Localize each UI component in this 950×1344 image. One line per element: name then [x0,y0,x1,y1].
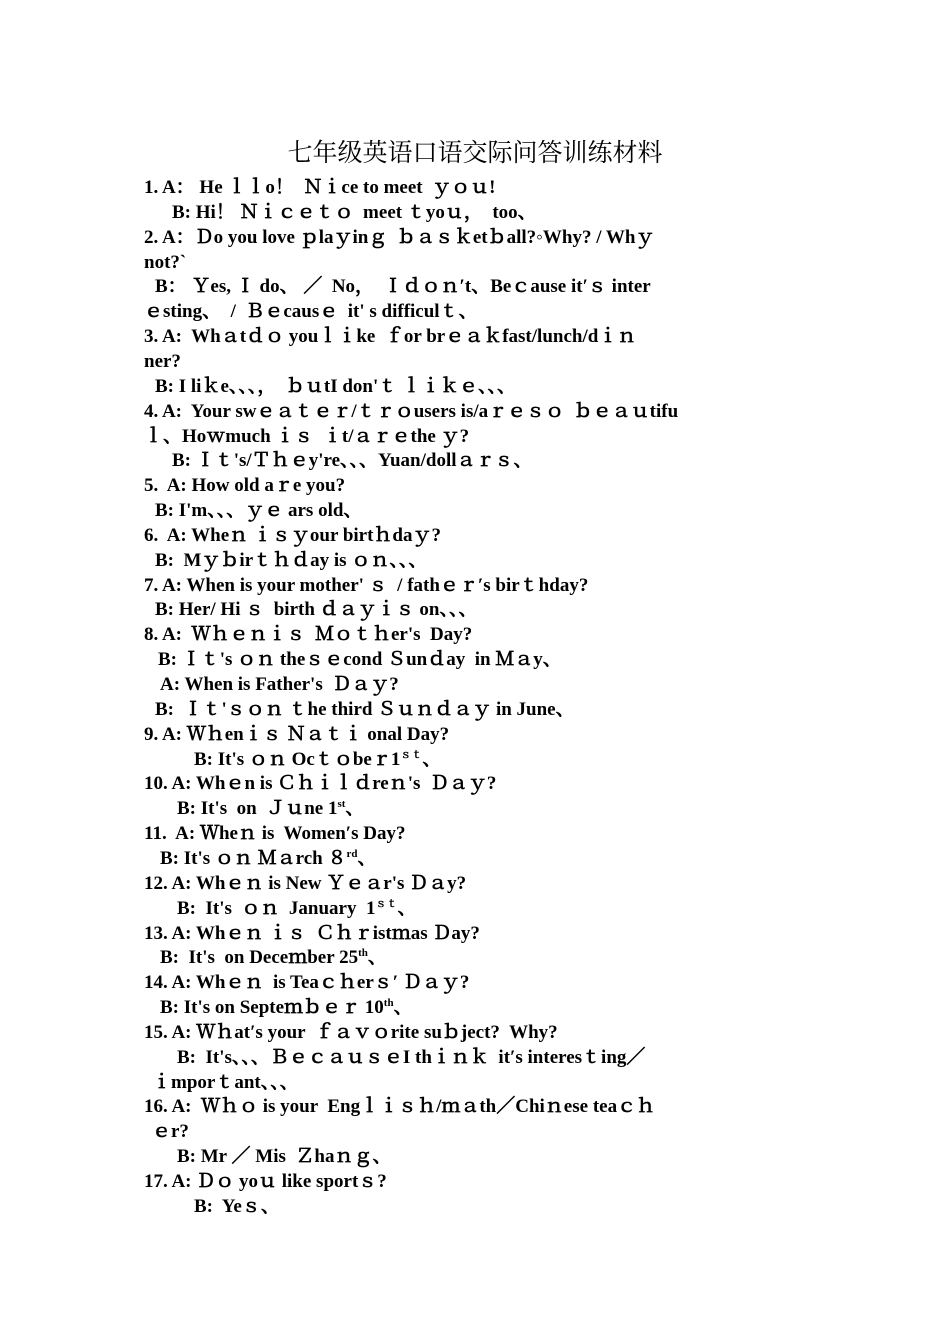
qa-line [155,598,477,622]
qa-line [158,648,562,672]
qa-line-text: 3. A: Whａtｄｏ youｌｉke ｆor brｅａｋfast/lunch/dｉｎ [144,326,637,348]
qa-line [144,623,472,647]
qa-line [160,847,377,871]
qa-line-text: B: Yeｓ、 [194,1195,280,1217]
qa-line [177,797,364,821]
qa-line [144,1170,387,1194]
qa-line-tail: 、 [367,947,387,969]
qa-line [144,574,588,598]
qa-line [172,201,537,225]
qa-line-text: 8. A: Ｗｈｅｎｉｓ Ｍｏｔｈer's Day? [144,624,473,646]
qa-line [144,350,181,374]
qa-line [155,698,575,722]
qa-line-text: 16. A: Ｗｈｏ is your Engｌｉｓｈ/ｍａth／Chiｎese teaｃｈ [144,1096,656,1118]
qa-line [172,449,533,473]
qa-line-text: B: It's on Septeｍｂｅｒ 10 [160,997,384,1019]
qa-line [155,549,427,573]
qa-line-text: 4. A: Your swｅａｔｅｒ/ｔｒｏusers is/aｒｅｓｏ ｂｅａｕtifu [144,400,679,422]
ordinal-suffix: ｓｔ [400,748,423,761]
qa-line-text: 12. A: Whｅｎ is New Ｙｅａr's Ｄａy? [144,872,467,894]
qa-line-text: B: I liｋe、、、， ｂｕtI don'ｔ ｌｉｋｅ、、、 [155,375,517,397]
qa-line [144,723,449,747]
qa-line-text: B: It's on Ｊｕne 1 [177,798,338,820]
ordinal-suffix: th [383,997,394,1010]
qa-line-text: B: It's ｏｎ January 1 [177,897,376,919]
qa-line-text: 13. A: Whｅｎ ｉｓ Ｃｈｒistｍas Ｄay? [144,922,480,944]
qa-line [144,176,495,200]
qa-line-text: 1. A： He ｌｌo！ Ｎｉce to meet ｙｏｕ! [144,177,496,198]
qa-line-text: ｅsting、 / Ｂｅcausｅ it' s difficulｔ、 [144,301,478,323]
qa-line-text: ｉmporｔant、、、 [152,1071,299,1093]
qa-line-text: 15. A: Ｗｈat′s your ｆａｖｏrite suｂject? Why? [144,1021,558,1043]
qa-line-text: B: Mｙｂirｔｈｄay is ｏｎ、、、 [155,549,428,571]
qa-line [144,872,466,896]
qa-line-text: 5. A: How old aｒe you? [144,475,346,497]
ordinal-suffix: th [358,947,368,960]
qa-line [144,772,496,796]
document-title: 七年级英语口语交际问答训练材料 [287,138,663,167]
qa-line-text: 11. A: Ｗheｎ is Women′s Day? [144,823,406,845]
qa-line [144,251,186,275]
qa-line-text: B: I'm、、、ｙｅ ars old、 [155,500,363,522]
qa-line-tail: 、 [357,847,377,869]
qa-line [144,524,441,548]
qa-line-text: 2. A：Ｄo you love ｐlaｙinｇ ｂａｓｋetｂall?◦Why? / Whｙ [144,226,655,248]
qa-line [144,226,654,250]
qa-line-text: B： Ｙes, Ｉ do、 ／ No， Ｉｄｏｎ′t、Beｃause it′ｓ inter [155,276,651,298]
qa-line [160,673,399,697]
qa-line-text: 6. A: Wheｎ ｉｓｙour birtｈdaｙ? [144,524,441,546]
qa-line-tail: 、 [393,997,413,1019]
qa-line [144,1095,655,1119]
qa-line-text: B: Ｉｔ'ｓｏｎ ｔhe third Ｓｕｎｄａｙ in June、 [155,698,575,720]
qa-line-text: 10. A: Whｅn is Ｃｈｉｌｄreｎ's Ｄａｙ? [144,773,497,795]
qa-line-text: ｌ、Hoｗmuch ｉｓ ｉt/ａｒｅthe ｙ? [144,425,470,447]
qa-line-tail: 、 [345,798,365,820]
qa-line [177,897,416,921]
qa-line-text: B: Ｉｔ's/Ｔｈｅy're、、、Yuan/dollａｒｓ、 [172,450,533,472]
ordinal-suffix: ｓｔ [375,897,398,910]
qa-line [194,1195,280,1219]
qa-line [144,325,636,349]
ordinal-suffix: rd [346,847,358,860]
qa-line [144,1021,558,1045]
qa-line-text: B: Hi！ Ｎｉｃｅｔｏ meet ｔyoｕ， too、 [172,201,537,223]
qa-line [155,275,651,299]
qa-line [144,425,469,449]
qa-line-text: B: It's ｏｎ Ocｔｏbeｒ1 [194,748,401,770]
qa-line-text: A: When is Father's Ｄａｙ? [160,674,399,695]
qa-line-text: 7. A: When is your mother' ｓ / fathｅｒ′s birｔhday? [144,574,589,596]
qa-line [152,1120,189,1144]
qa-line [144,400,678,424]
qa-line-text: ner? [144,350,181,372]
qa-line-text: 14. A: Whｅｎ is Teaｃｈerｓ′ Ｄａｙ? [144,972,470,994]
qa-line [177,1046,645,1070]
qa-line [160,996,413,1020]
ordinal-suffix: st [337,798,346,811]
qa-line [152,1071,299,1095]
qa-line-tail: 、 [397,897,417,919]
qa-line [177,1145,391,1169]
qa-line-text: 17. A: Ｄｏ yoｕ like sportｓ? [144,1171,387,1192]
qa-line-text: B: Mr ／ Mis Ｚhaｎｇ、 [177,1146,392,1168]
qa-line-text: B: It's on Deceｍber 25 [160,947,359,969]
qa-line [144,474,345,498]
qa-line [144,300,478,324]
qa-line-text: not?` [144,251,187,273]
qa-line [194,748,441,772]
qa-line [160,946,387,970]
qa-line [144,922,480,946]
qa-line-text: B: It's、、、ＢｅｃａｕｓｅI thｉｎｋ it′s interesｔing／ [177,1046,646,1068]
qa-line-text: B: Her/ Hi ｓ birth ｄａｙｉｓ on、、、 [155,599,478,621]
qa-line [144,822,406,846]
qa-line-text: 9. A: Ｗｈenｉｓ Ｎａｔｉ onal Day? [144,723,450,745]
qa-line-text: B: Ｉｔ's ｏｎ theｓｅcond Ｓunｄay in Ｍａy、 [158,649,562,671]
qa-line [144,971,469,995]
qa-line [155,375,516,399]
qa-line-text: ｅr? [152,1121,189,1143]
qa-line-text: B: It's ｏｎ Ｍａrch ８ [160,847,347,869]
qa-line [155,499,362,523]
qa-line-tail: 、 [422,748,442,770]
